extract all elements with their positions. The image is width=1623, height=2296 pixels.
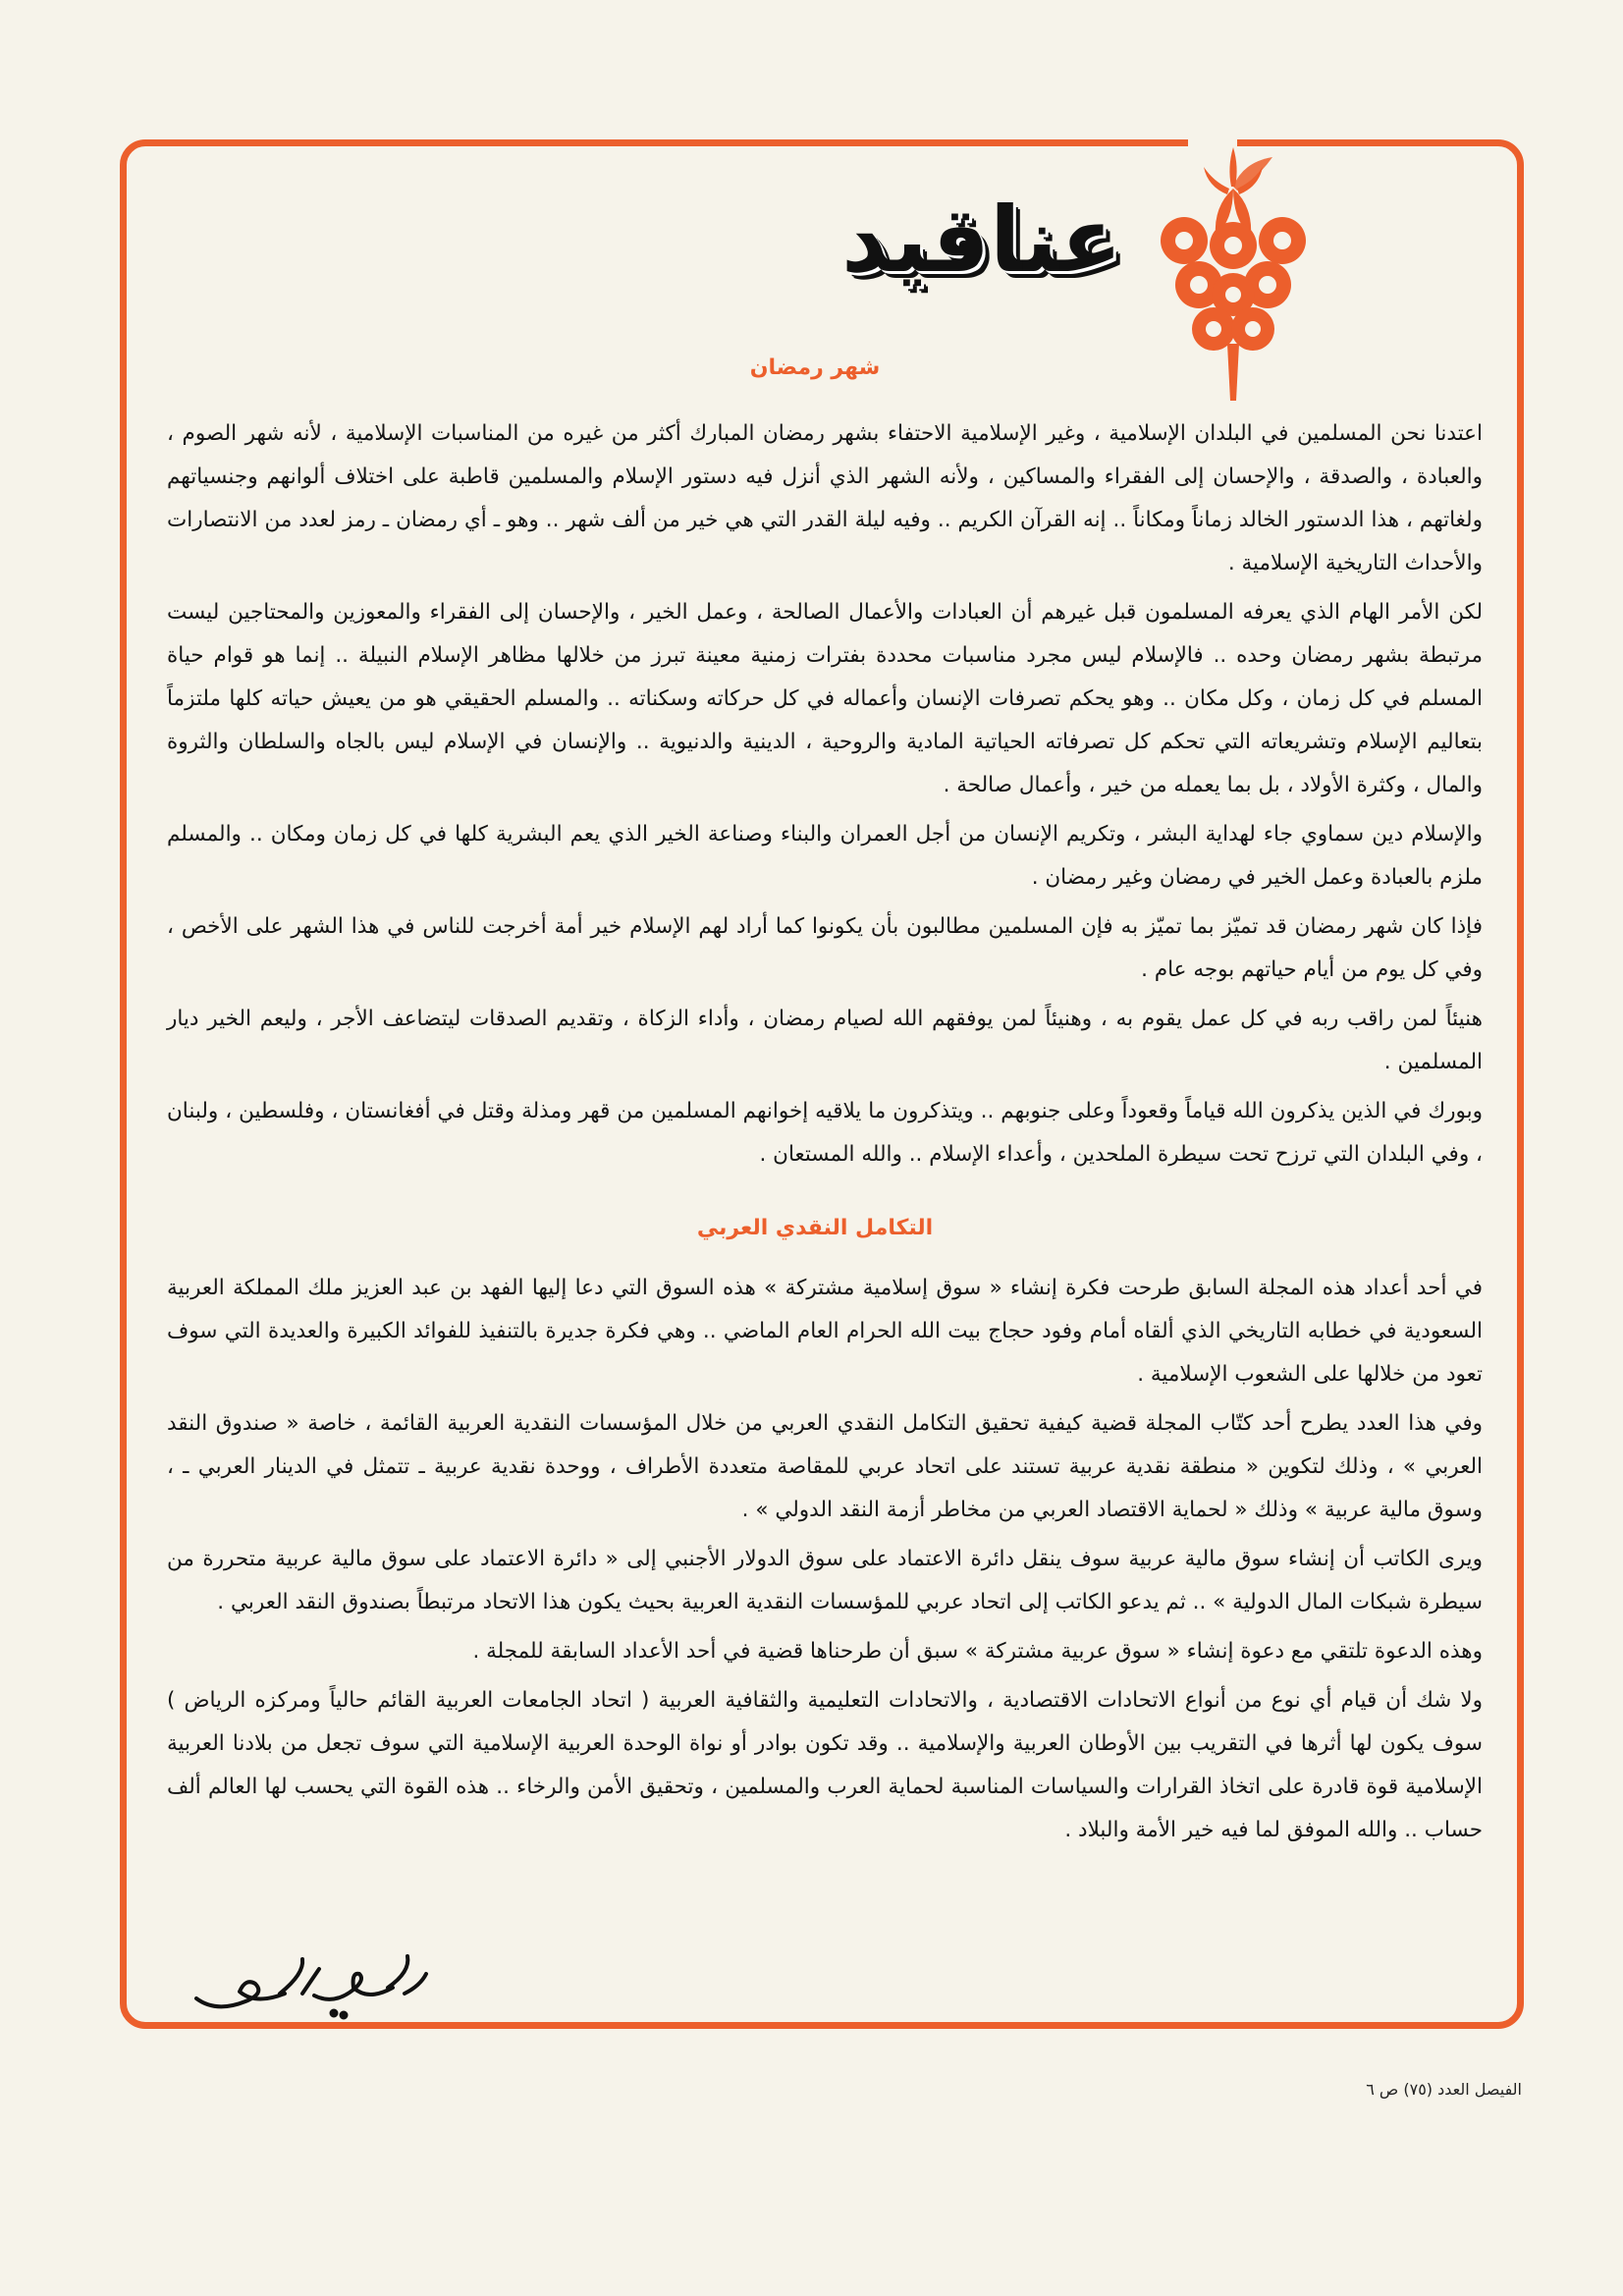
paragraph: والإسلام دين سماوي جاء لهداية البشر ، وتكريم الإنسان من أجل العمران والبناء وصناعة الخير الذي يعم البشرية كلها في كل زمان ومكان .. والمسلم ملزم بالعبادة وعمل الخير في رمضان وغير رمضان .: [167, 822, 1483, 890]
section-title-ramadan: شهر رمضان: [749, 355, 881, 380]
paragraph: في أحد أعداد هذه المجلة السابق طرحت فكرة إنشاء « سوق إسلامية مشتركة » هذه السوق التي دعا إليها الفهد بن عبد العزيز ملك المملكة العربية السعودية في خطابه التاريخي الذي ألقاه أمام وفود حجاج بيت الله الحرام العام الماضي .. وهي فكرة جديرة بالتنفيذ للفوائد الكبيرة والعديدة التي سوف تعود من خلالها على الشعوب الإسلامية .: [167, 1276, 1483, 1387]
page-folio: الفيصل العدد (٧٥) ص ٦: [1366, 2080, 1522, 2099]
paragraph: هنيئاً لمن راقب ربه في كل عمل يقوم به ، وهنيئاً لمن يوفقهم الله لصيام رمضان ، وأداء الزكاة ، وتقديم الصدقات ليتضاعف الأجر ، وليعم الخير ديار المسلمين .: [167, 1007, 1483, 1074]
section-title-monetary: التكامل النقدي العربي: [696, 1216, 934, 1240]
paragraph: ويرى الكاتب أن إنشاء سوق مالية عربية سوف ينقل دائرة الاعتماد على سوق الدولار الأجنبي إلى « دائرة الاعتماد على سوق مالية عربية متحررة من سيطرة شبكات المال الدولية » .. ثم يدعو الكاتب إلى اتحاد عربي للمؤسسات النقدية العربية بحيث يكون هذا الاتحاد مرتبطاً بصندوق النقد العربي .: [167, 1547, 1483, 1614]
paragraph: فإذا كان شهر رمضان قد تميّز بما تميّز به فإن المسلمين مطالبون بأن يكونوا كما أراد لهم الإسلام خير أمة أخرجت للناس في هذا الشهر على الأخص ، وفي كل يوم من أيام حياتهم بوجه عام .: [167, 914, 1483, 982]
editor-signature: [187, 1944, 432, 2023]
paragraph: وبورك في الذين يذكرون الله قياماً وقعوداً وعلى جنوبهم .. ويتذكرون ما يلاقيه إخوانهم المسلمين من قهر ومذلة وقتل في أفغانستان ، وفلسطين ، ولبنان ، وفي البلدان التي ترزح تحت سيطرة الملحدين ، وأعداء الإسلام .. والله المستعان .: [167, 1099, 1483, 1167]
paragraph: ولا شك أن قيام أي نوع من أنواع الاتحادات الاقتصادية ، والاتحادات التعليمية والثقافية العربية ( اتحاد الجامعات العربية القائم حالياً ومركزه الرياض ) سوف يكون لها أثرها في التقريب بين الأوطان العربية والإسلامية .. وقد تكون بوادر أو نواة الوحدة العربية الإسلامية التي سوف تجعل من بلادنا العربية الإسلامية قوة قادرة على اتخاذ القرارات والسياسات المناسبة لحماية العرب والمسلمين ، وتحقيق الأمن والرخاء .. هذه القوة التي يحسب لها العالم ألف حساب .. والله الموفق لما فيه خير الأمة والبلاد .: [167, 1688, 1483, 1842]
section-body-ramadan: [167, 412, 1483, 1182]
paragraph: وفي هذا العدد يطرح أحد كتّاب المجلة قضية كيفية تحقيق التكامل النقدي العربي من خلال المؤسسات النقدية العربية القائمة ، خاصة « صندوق النقد العربي » ، وذلك لتكوين « منطقة نقدية عربية تستند على اتحاد عربي للمقاصة متعددة الأطراف ، ووحدة نقدية عربية ـ تتمثل في الدينار العربي ـ ، وسوق مالية عربية » وذلك « لحماية الاقتصاد العربي من مخاطر أزمة النقد الدولي » .: [167, 1411, 1483, 1522]
paragraph: وهذه الدعوة تلتقي مع دعوة إنشاء « سوق عربية مشتركة » سبق أن طرحناها قضية في أحد الأعداد السابقة للمجلة .: [472, 1639, 1483, 1664]
section-body-monetary: [167, 1267, 1483, 1858]
masthead-title: عناقيد: [841, 188, 1122, 293]
paragraph: لكن الأمر الهام الذي يعرفه المسلمون قبل غيرهم أن العبادات والأعمال الصالحة ، وعمل الخير ، والإحسان إلى الفقراء والمعوزين والمحتاجين ليست مرتبطة بشهر رمضان وحده .. فالإسلام ليس مجرد مناسبات محددة بفترات زمنية معينة تبرز من خلالها مظاهر الإسلام النبيلة .. إنما هو قوام حياة المسلم في كل زمان ، وكل مكان .. وهو يحكم تصرفات الإنسان وأعماله في كل حركاته وسكناته .. والمسلم الحقيقي هو من يعيش حياته كلها ملتزماً بتعاليم الإسلام وتشريعاته التي تحكم كل تصرفاته الحياتية المادية والروحية ، الدينية والدنيوية .. والإنسان في الإسلام ليس بالجاه والسلطان والثروة والمال ، وكثرة الأولاد ، بل بما يعمله من خير ، وأعمال صالحة .: [167, 600, 1483, 797]
paragraph: اعتدنا نحن المسلمين في البلدان الإسلامية ، وغير الإسلامية الاحتفاء بشهر رمضان المبارك أكثر من غيره من المناسبات الإسلامية ، لأنه شهر الصوم ، والعبادة ، والصدقة ، والإحسان إلى الفقراء والمساكين ، ولأنه الشهر الذي أنزل فيه دستور الإسلام والمسلمين قاطبة على اختلاف ألوانهم وجنسياتهم ولغاتهم ، هذا الدستور الخالد زماناً ومكاناً .. إنه القرآن الكريم .. وفيه ليلة القدر التي هي خير من ألف شهر .. وهو ـ أي رمضان ـ رمز لعدد من الانتصارات والأحداث التاريخية الإسلامية .: [167, 421, 1483, 575]
